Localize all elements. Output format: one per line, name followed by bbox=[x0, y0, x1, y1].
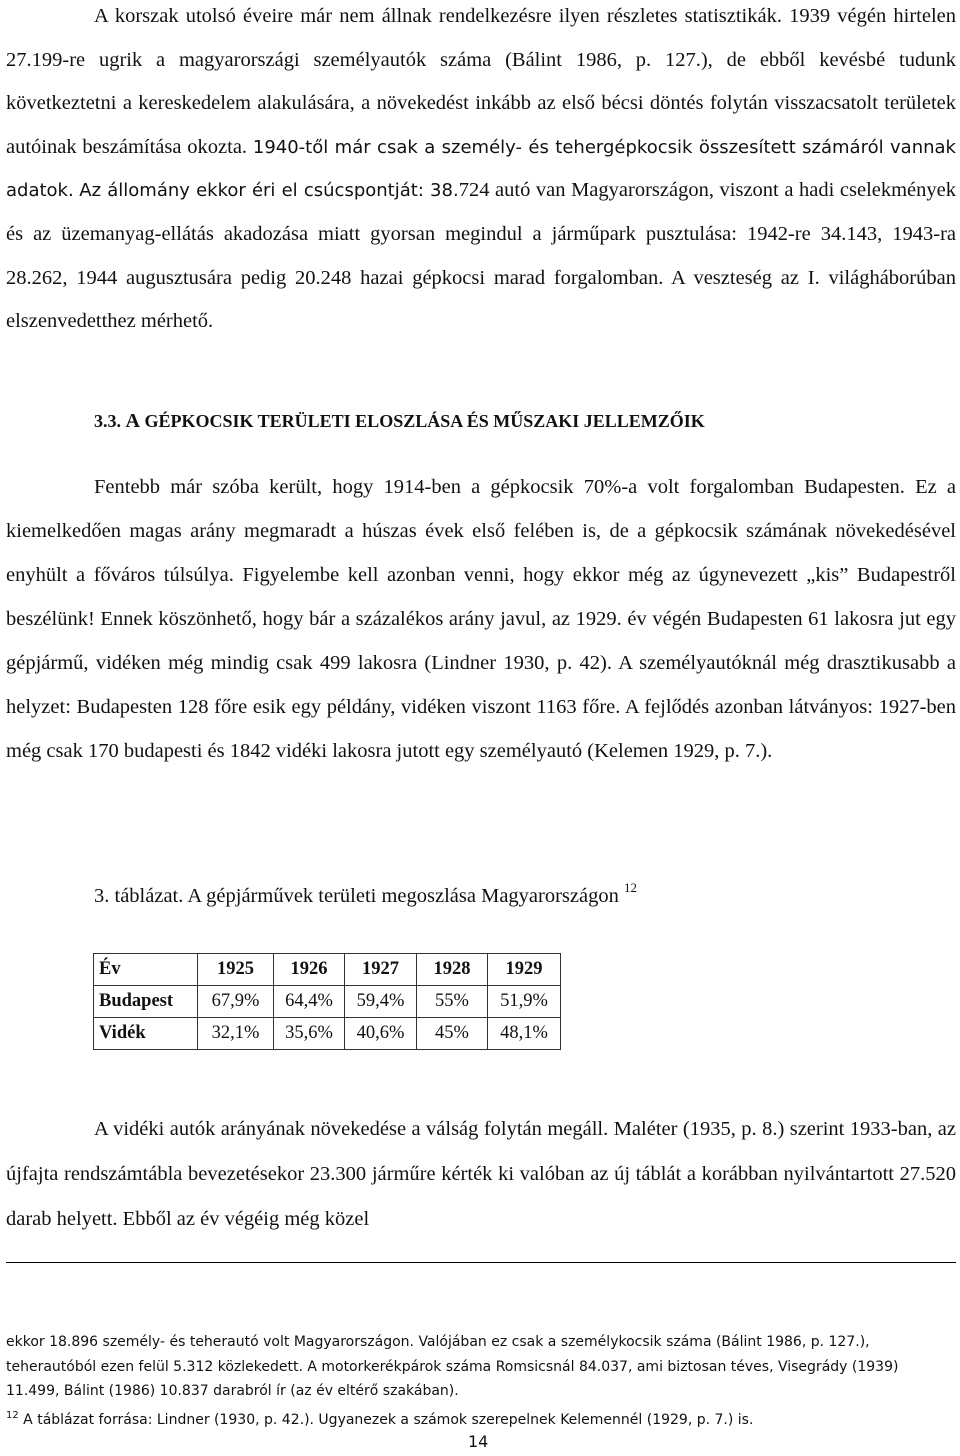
paragraph-2-text: Fentebb már szóba került, hogy 1914-ben a gépkocsik 70%-a volt forgalomban Budapesten. Ez a kiemelkedően magas arány megmaradt a húszas évek első felében is, de a gépkocsik számának növekedésével enyhült a főváros túlsúlya. Figyelembe kell azonban venni, hogy ekkor még az úgynevezett „kis” Budapestről beszélünk! Ennek köszönhető, hogy bár a százalékos arány javul, az 1929. év végén Budapesten 61 lakosra jut egy gépjármű, vidéken még mindig csak 499 lakosra (Lindner 1930, p. 42). A személyautóknál még drasztikusabb a helyzet: Budapesten 128 főre esik egy példány, vidéken viszont 1163 főre. A fejlődés azonban látványos: 1927-ben még csak 170 budapesti és 1842 vidéki lakosra jutott egy személyautó (Kelemen 1929, p. 7.). bbox=[6, 476, 956, 762]
footnote-separator bbox=[6, 1262, 956, 1263]
table-cell: 45% bbox=[417, 1018, 488, 1050]
table-cell: 55% bbox=[417, 986, 488, 1018]
table-row-label: Budapest bbox=[94, 986, 198, 1018]
section-heading bbox=[94, 410, 705, 433]
table-cell: 64,4% bbox=[274, 986, 345, 1018]
table-cell: 59,4% bbox=[345, 986, 417, 1018]
table-cell: 67,9% bbox=[198, 986, 274, 1018]
table-header-cell: 1925 bbox=[198, 954, 274, 986]
page-number: 14 bbox=[468, 1432, 489, 1451]
paragraph-2 bbox=[6, 465, 956, 773]
table-cell: 51,9% bbox=[488, 986, 561, 1018]
table-header-cell: 1926 bbox=[274, 954, 345, 986]
table-header-cell: 1928 bbox=[417, 954, 488, 986]
paragraph-3 bbox=[6, 1107, 956, 1242]
table-caption-text: 3. táblázat. A gépjárművek területi megoszlása Magyarországon bbox=[94, 885, 619, 907]
paragraph-1-part-d: 724 autó van Magyarországon, viszont a hadi cselekmények és az üzemanyag-ellátás akadozása miatt gyorsan megindul a járműpark pusztulása: 1942-re 34.143, 1943-ra 28.262, 1944 augusztusára pedig 20.248 hazai gépkocsi marad forgalomban. A veszteség az I. világháborúban elszenvedetthez mérhető. bbox=[6, 179, 957, 333]
footnote-12 bbox=[6, 1404, 956, 1433]
paragraph-3-text: A vidéki autók arányának növekedése a válság folytán megáll. Maléter (1935, p. 8.) szerint 1933-ban, az újfajta rendszámtábla bevezetésekor 23.300 járműre kérték ki valóban az új táblát a korábban nyilvántartott 27.520 darab helyett. Ebből az év végéig még közel bbox=[6, 1118, 956, 1230]
table-header-cell: Év bbox=[94, 954, 198, 986]
table-row-label: Vidék bbox=[94, 1018, 198, 1050]
section-title-first-cap: A bbox=[125, 410, 140, 432]
table-cell: 35,6% bbox=[274, 1018, 345, 1050]
table-caption bbox=[94, 880, 637, 908]
paragraph-1-part-a: A korszak utolsó éveire már nem állnak rendelkezésre ilyen részletes statisztikák. 1939 végén hirtelen 27.199-re ugrik a magyarországi személyautók száma (Bálint 1986, p. 127.), de ebből kevésbé tudunk következtetni a kereskedelem alakulására, a növekedést inkább az első bécsi döntés folytán visszacsatolt területek autóinak beszámítása okozta. bbox=[6, 5, 956, 158]
table-row bbox=[94, 986, 561, 1018]
footnote-continued: ekkor 18.896 személy- és teherautó volt Magyarországon. Valójában ez csak a személykocsik száma (Bálint 1986, p. 127.), teherautóból ezen felül 5.312 közlekedett. A motorkerékpárok száma Romsicsnál 84.037, ami biztosan téves, Visegrády (1939) 11.499, Bálint (1986) 10.837 darabról ír (az év eltérő szakában). bbox=[6, 1334, 899, 1399]
table-cell: 48,1% bbox=[488, 1018, 561, 1050]
table-header-row bbox=[94, 954, 561, 986]
table-row bbox=[94, 1018, 561, 1050]
paragraph-1-part-b: 1940-től már csak a személy- és tehergépkocsik összesített számáról vannak adatok. bbox=[6, 136, 956, 202]
footnote-ref-12: 12 bbox=[623, 880, 637, 895]
paragraph-1 bbox=[6, 0, 956, 344]
table-header-cell: 1929 bbox=[488, 954, 561, 986]
table-header-cell: 1927 bbox=[345, 954, 417, 986]
footnote-12-text: A táblázat forrása: Lindner (1930, p. 42.). Ugyanezek a számok szerepelnek Kelemennél (1929, p. 7.) is. bbox=[18, 1411, 754, 1428]
table-cell: 32,1% bbox=[198, 1018, 274, 1050]
section-number: 3.3. bbox=[94, 411, 121, 431]
section-title: GÉPKOCSIK TERÜLETI ELOSZLÁSA ÉS MŰSZAKI JELLEMZŐIK bbox=[144, 411, 705, 431]
paragraph-1-part-c: Az állomány ekkor éri el csúcspontját: 38. bbox=[79, 180, 459, 202]
footnotes bbox=[6, 1330, 956, 1432]
distribution-table bbox=[93, 953, 561, 1050]
table-cell: 40,6% bbox=[345, 1018, 417, 1050]
footnote-12-mark: 12 bbox=[6, 1409, 19, 1421]
